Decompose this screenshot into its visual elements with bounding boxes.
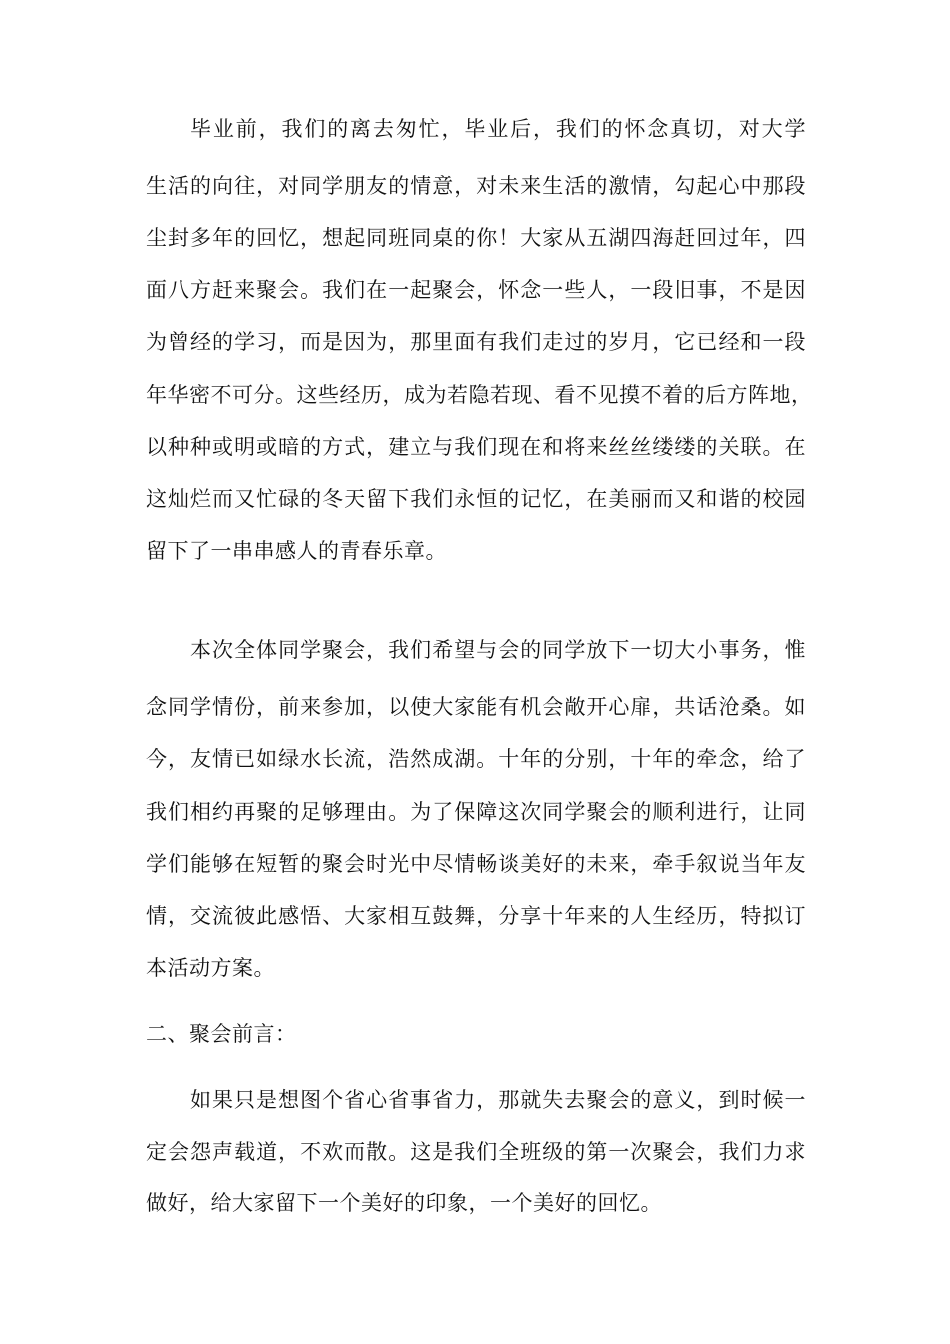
paragraph-1-line-1: 毕业前，我们的离去匆忙，毕业后，我们的怀念真切，对大学 — [190, 117, 806, 141]
paragraph-1-line-7: 以种种或明或暗的方式，建立与我们现在和将来丝丝缕缕的关联。在 — [146, 435, 806, 459]
section-heading: 二、聚会前言： — [146, 1022, 297, 1046]
paragraph-2-line-2: 念同学情份，前来参加，以使大家能有机会敞开心扉，共话沧桑。如 — [146, 695, 806, 719]
paragraph-3-line-1: 如果只是想图个省心省事省力，那就失去聚会的意义，到时候一 — [190, 1088, 806, 1112]
paragraph-1-line-8: 这灿烂而又忙碌的冬天留下我们永恒的记忆，在美丽而又和谐的校园 — [146, 487, 806, 511]
paragraph-2-line-4: 我们相约再聚的足够理由。为了保障这次同学聚会的顺利进行，让同 — [146, 800, 806, 824]
paragraph-1-line-5: 为曾经的学习，而是因为，那里面有我们走过的岁月，它已经和一段 — [146, 330, 806, 354]
paragraph-2-line-7: 本活动方案。 — [146, 956, 275, 980]
paragraph-2-line-6: 情，交流彼此感悟、大家相互鼓舞，分享十年来的人生经历，特拟订 — [146, 904, 806, 928]
paragraph-3-line-3: 做好，给大家留下一个美好的印象，一个美好的回忆。 — [146, 1191, 662, 1215]
paragraph-3-line-2: 定会怨声载道，不欢而散。这是我们全班级的第一次聚会，我们力求 — [146, 1140, 806, 1164]
paragraph-2-line-5: 学们能够在短暂的聚会时光中尽情畅谈美好的未来，牵手叙说当年友 — [146, 852, 806, 876]
paragraph-1-line-4: 面八方赶来聚会。我们在一起聚会，怀念一些人，一段旧事，不是因 — [146, 278, 806, 302]
paragraph-2-line-3: 今，友情已如绿水长流，浩然成湖。十年的分别，十年的牵念，给了 — [146, 747, 806, 771]
paragraph-1-line-2: 生活的向往，对同学朋友的情意，对未来生活的激情，勾起心中那段 — [146, 174, 806, 198]
paragraph-2-line-1: 本次全体同学聚会，我们希望与会的同学放下一切大小事务，惟 — [190, 638, 806, 662]
paragraph-1-line-9: 留下了一串串感人的青春乐章。 — [146, 539, 447, 563]
paragraph-1-line-3: 尘封多年的回忆，想起同班同桌的你！大家从五湖四海赶回过年，四 — [146, 226, 806, 250]
paragraph-1-line-6: 年华密不可分。这些经历，成为若隐若现、看不见摸不着的后方阵地， — [146, 383, 813, 407]
